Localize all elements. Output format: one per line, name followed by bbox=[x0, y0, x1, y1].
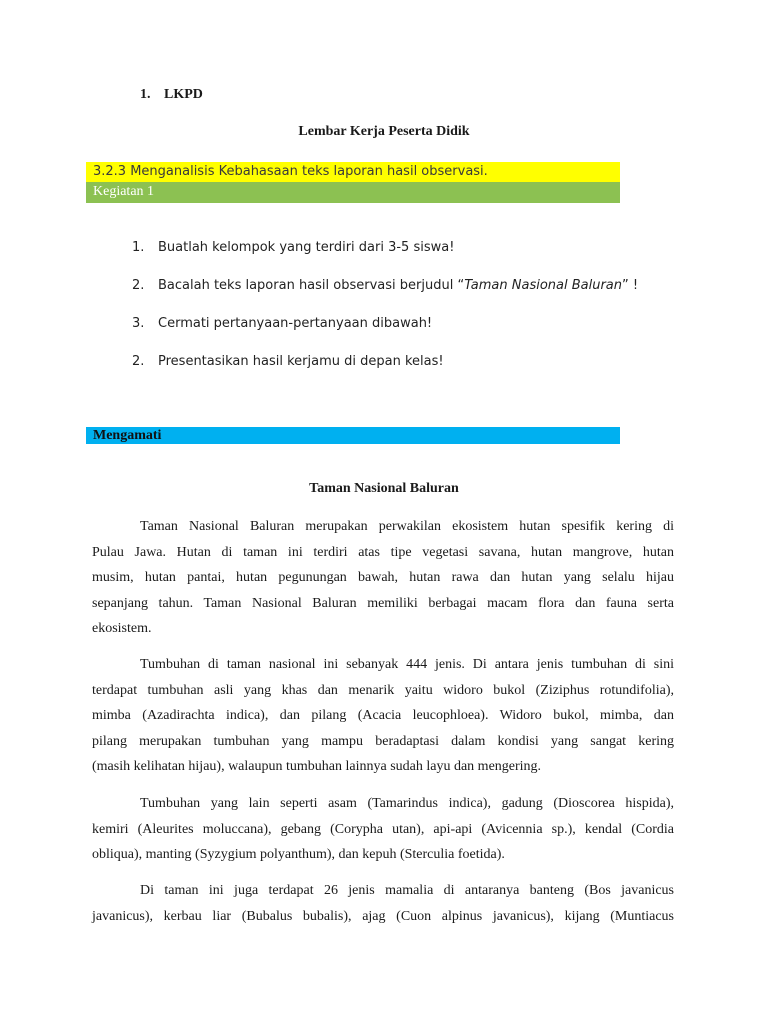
article-title: Taman Nasional Baluran bbox=[309, 481, 459, 496]
list-number: 3. bbox=[132, 316, 145, 331]
text-line: musim, hutan pantai, hutan pegunungan bawah, hutan rawa dan hutan yang selalu hijau bbox=[92, 570, 674, 585]
text-line: ekosistem. bbox=[92, 621, 152, 636]
text-line: sepanjang tahun. Taman Nasional Baluran memiliki berbagai macam flora dan fauna serta bbox=[92, 595, 674, 611]
list-number: 2. bbox=[132, 278, 145, 293]
worksheet-title: Lembar Kerja Peserta Didik bbox=[298, 124, 470, 139]
section-number: 1. bbox=[140, 87, 151, 102]
text-line: (masih kelihatan hijau), walaupun tumbuhan lainnya sudah layu dan mengering. bbox=[92, 759, 542, 774]
text-line: javanicus), kerbau liar (Bubalus bubalis), ajag (Cuon alpinus javanicus), kijang (Muntiacus bbox=[92, 908, 674, 924]
list-text: Presentasikan hasil kerjamu di depan kelas! bbox=[158, 354, 444, 369]
text-line: Tumbuhan di taman nasional ini sebanyak 444 jenis. Di antara jenis tumbuhan di sini bbox=[140, 657, 674, 672]
text-line: Pulau Jawa. Hutan di taman ini terdiri atas tipe vegetasi savana, hutan mangrove, hutan bbox=[92, 544, 674, 560]
section-title: LKPD bbox=[164, 87, 203, 102]
paragraph bbox=[92, 878, 674, 929]
text-line: terdapat tumbuhan asli yang khas dan menarik yaitu widoro bukol (Ziziphus rotundifolia), bbox=[92, 682, 674, 698]
competency-bar: 3.2.3 Menganalisis Kebahasaan teks laporan hasil observasi. bbox=[86, 162, 620, 182]
list-text bbox=[158, 276, 638, 314]
text-line: Di taman ini juga terdapat 26 jenis mamalia di antaranya banteng (Bos javanicus bbox=[140, 883, 674, 898]
instruction-list bbox=[132, 238, 638, 390]
paragraph bbox=[92, 652, 674, 780]
section-bar: Mengamati bbox=[86, 427, 620, 444]
list-text-pre: Bacalah teks laporan hasil observasi berjudul “ bbox=[158, 278, 465, 293]
text-line: kemiri (Aleurites moluccana), gebang (Corypha utan), api-api (Avicennia sp.), kendal (Cordia bbox=[92, 821, 674, 837]
list-text: Buatlah kelompok yang terdiri dari 3-5 siswa! bbox=[158, 240, 455, 255]
list-item bbox=[132, 314, 638, 352]
list-item bbox=[132, 352, 638, 390]
list-item bbox=[132, 238, 638, 276]
text-line: Taman Nasional Baluran merupakan perwakilan ekosistem hutan spesifik kering di bbox=[140, 519, 674, 534]
text-line: Tumbuhan yang lain seperti asam (Tamarindus indica), gadung (Dioscorea hispida), bbox=[140, 796, 674, 811]
paragraph bbox=[92, 514, 674, 642]
list-item bbox=[132, 276, 638, 314]
activity-bar: Kegiatan 1 bbox=[86, 182, 620, 203]
text-line: pilang merupakan tumbuhan yang mampu beradaptasi dalam kondisi yang sangat kering bbox=[92, 733, 674, 749]
list-text: Cermati pertanyaan-pertanyaan dibawah! bbox=[158, 316, 433, 331]
section-heading bbox=[140, 87, 203, 103]
paragraph bbox=[92, 791, 674, 868]
list-text-post: ” ! bbox=[622, 278, 639, 293]
text-line: obliqua), manting (Syzygium polyanthum), dan kepuh (Sterculia foetida). bbox=[92, 847, 505, 862]
list-number: 1. bbox=[132, 240, 145, 255]
list-number: 2. bbox=[132, 354, 145, 369]
text-line: mimba (Azadirachta indica), dan pilang (Acacia leucophloea). Widoro bukol, mimba, dan bbox=[92, 708, 674, 723]
article-title-reference: Taman Nasional Baluran bbox=[464, 278, 623, 293]
